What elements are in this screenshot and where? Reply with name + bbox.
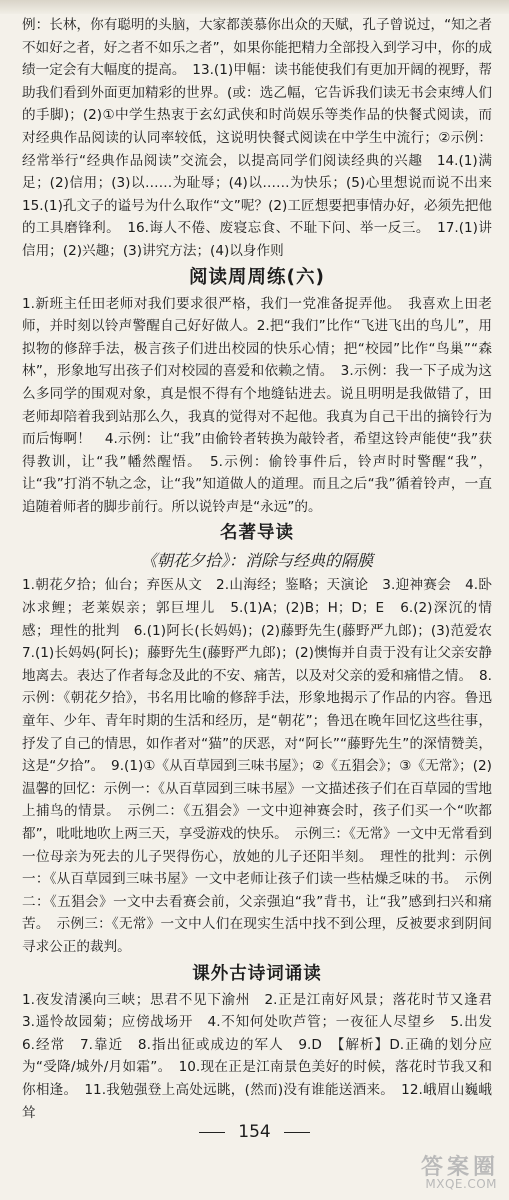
watermark-logo	[379, 1150, 499, 1196]
section-subtitle-classics-guide: 《朝花夕拾》：消除与经典的隔膜	[140, 551, 373, 571]
footer-dash-right	[284, 1132, 310, 1133]
page-footer	[0, 1120, 509, 1144]
section-body-ancient-poetry: 1.夜发清溪向三峡；思君不见下渝州 2.正是江南好风景；落花时节又逢君 3.遥怜故园菊；应傍战场开 4.不知何处吹芦管；一夜征人尽望乡 5.出发 6.经常 7.靠近 8.指出征或成边的军人 9.D 【解析】D.正确的划分应为“受降/城外/月如霜”。 10.现在正是江南景色美好的时候，落花时节我又和你相逢。 11.我勉强登上高处远眺，(然而)没有谁能送酒来。 12.峨眉山巍峨耸	[22, 991, 506, 1121]
footer-dash-left	[199, 1132, 225, 1133]
answer-paragraph-continued: 例：长林，你有聪明的头脑，大家都羡慕你出众的天赋，孔子曾说过，“知之者不如好之者，好之者不如乐之者”，如果你能把精力全部投入到学习中，你的成绩一定会有大幅度的提高。 13.(1)甲幅：读书能使我们有更加开阔的视野，帮助我们看到外面更加精彩的世界。(或：选乙幅，它告诉我们读无书会束缚人们的手脚)；(2)①中学生热衷于玄幻武侠和时尚娱乐等类作品的快餐式阅读，而对经典作品阅读的认同率较低，这说明快餐式阅读在中学生中流行；②示例：经常举行“经典作品阅读”交流会，以提高同学们阅读经典的兴趣 14.(1)满足；(2)信用；(3)以……为耻辱；(4)以……为快乐；(5)心里想说而说不出来 15.(1)孔文子的谥号为什么取作“文”呢？(2)工匠想要把事情办好，必须先把他的工具磨锋利。 16.诲人不倦、废寝忘食、不耻下问、举一反三。 17.(1)讲信用；(2)兴趣；(3)讲究方法；(4)以身作则	[22, 17, 506, 259]
watermark-brand: 答案圈	[420, 1155, 499, 1180]
section-body-classics-guide: 1.朝花夕拾；仙台；弃医从文 2.山海经；鉴略；天演论 3.迎神赛会 4.卧冰求鲤；老莱娱亲；郭巨埋儿 5.(1)A；(2)B；H；D；E 6.(2)深沉的情感；理性的批判 6.(1)阿长(长妈妈)；(2)藤野先生(藤野严九郎)；(3)范爱农 7.(1)长妈妈(阿长)；藤野先生(藤野严九郎)；(2)懊悔并自责于没有让父亲安静地离去。表达了作者每念及此的不安、痛苦，以及对父亲的爱和痛惜之情。 8.示例：《朝花夕拾》，书名用比喻的修辞手法，形象地揭示了作品的内容。鲁迅童年、少年、青年时期的生活和经历，是“朝花”；鲁迅在晚年回忆这些往事，抒发了自己的情思，如作者对“猫”的厌恶，对“阿长”“藤野先生”的深情赞美，这是“夕拾”。 9.(1)①《从百草园到三味书屋》；②《五猖会》；③《无常》；(2)温馨的回忆：示例一：《从百草园到三味书屋》一文描述孩子们在百草园的雪地上捕鸟的情景。 示例二：《五猖会》一文中迎神赛会时，孩子们买一个“吹都都”，吡吡地吹上两三天，享受游戏的快乐。 示例三：《无常》一文中无常看到一位母亲为死去的儿子哭得伤心，放她的儿子还阳半刻。 理性的批判：示例一：《从百草园到三味书屋》一文中老师让孩子们读一些枯燥乏味的书。 示例二：《五猖会》一文中去看赛会前，父亲强迫“我”背书，让“我”感到扫兴和痛苦。 示例三：《无常》一文中人们在现实生活中找不到公理，反被要求到阴间寻求公正的裁判。	[22, 577, 506, 955]
page-number: 154	[238, 1122, 271, 1142]
section-title-weekly-reading: 阅读周周练(六)	[189, 266, 325, 288]
watermark-url: MXQE.COM	[425, 1177, 497, 1191]
section-body-weekly-reading: 1.新班主任田老师对我们要求很严格，我们一党准备捉弄他。 我喜欢上田老师，并时刻以铃声警醒自己好好做人。2.把“我们”比作“飞进飞出的鸟儿”，用拟物的修辞手法，极言孩子们进出校园的快乐心情；把“校园”比作“鸟巢”“森林”，形象地写出孩子们对校园的喜爱和依赖之情。 3.示例：我一下子成为这么多同学的围观对象，真是恨不得有个地缝钻进去。说且明明是我做错了，田老师却陪着我到站那么久，我真的觉得对不起他。我真为自己干出的摘铃行为而后悔啊！ 4.示例：让“我”由偷铃者转换为敲铃者，希望这铃声能使“我”获得教训，让“我”幡然醒悟。 5.示例：偷铃事件后，铃声时时警醒“我”，让“我”打消不轨之念，让“我”知道做人的道理。而且之后“我”循着铃声，一直追随着师者的脚步前行。所以说铃声是“永远”的。	[22, 295, 492, 515]
section-title-ancient-poetry: 课外古诗词诵读	[192, 963, 322, 984]
answer-page	[22, 14, 506, 1124]
page-top-shadow	[0, 0, 509, 14]
section-title-classics-guide: 名著导读	[220, 523, 294, 544]
